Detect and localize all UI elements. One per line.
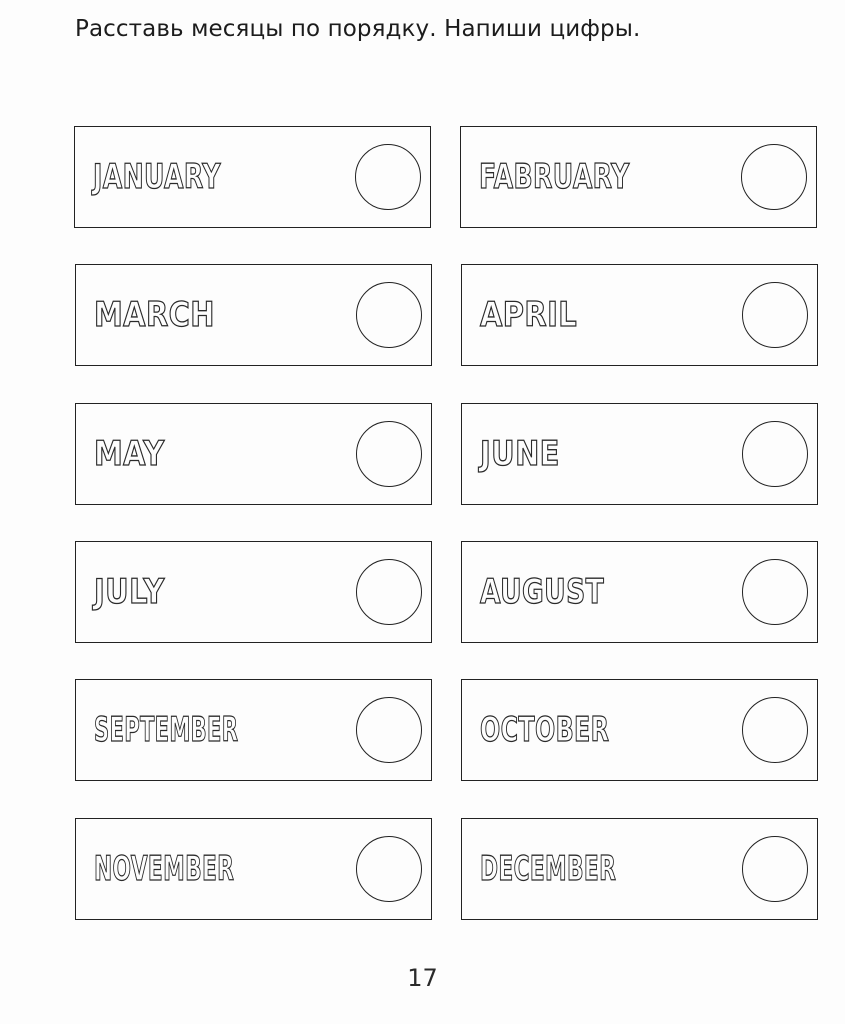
month-card-september	[75, 679, 432, 781]
month-label-december: DECEMBER	[480, 849, 617, 889]
month-label-october: OCTOBER	[480, 710, 610, 750]
month-label-august: AUGUST	[480, 572, 605, 612]
month-card-march	[75, 264, 432, 366]
answer-circle-march[interactable]	[356, 282, 422, 348]
month-card-october	[461, 679, 818, 781]
month-label-march: MARCH	[94, 295, 215, 335]
month-label-november: NOVEMBER	[94, 849, 235, 889]
month-card-april	[461, 264, 818, 366]
answer-circle-august[interactable]	[742, 559, 808, 625]
month-card-december	[461, 818, 818, 920]
month-card-may	[75, 403, 432, 505]
month-card-june	[461, 403, 818, 505]
answer-circle-october[interactable]	[742, 697, 808, 763]
month-card-january	[74, 126, 431, 228]
answer-circle-january[interactable]	[355, 144, 421, 210]
page-number: 17	[407, 964, 438, 992]
month-label-june: JUNE	[480, 434, 560, 474]
month-label-may: MAY	[94, 434, 165, 474]
month-label-january: JANUARY	[93, 157, 221, 197]
answer-circle-april[interactable]	[742, 282, 808, 348]
month-label-september: SEPTEMBER	[94, 710, 239, 750]
answer-circle-december[interactable]	[742, 836, 808, 902]
month-label-july: JULY	[94, 572, 165, 612]
answer-circle-february[interactable]	[741, 144, 807, 210]
answer-circle-may[interactable]	[356, 421, 422, 487]
answer-circle-september[interactable]	[356, 697, 422, 763]
month-label-april: APRIL	[480, 295, 578, 335]
answer-circle-july[interactable]	[356, 559, 422, 625]
instruction-text: Расставь месяцы по порядку. Напиши цифры.	[75, 16, 641, 42]
month-card-august	[461, 541, 818, 643]
answer-circle-june[interactable]	[742, 421, 808, 487]
month-card-november	[75, 818, 432, 920]
month-card-february	[460, 126, 817, 228]
month-card-july	[75, 541, 432, 643]
answer-circle-november[interactable]	[356, 836, 422, 902]
month-label-february: FABRUARY	[479, 157, 630, 197]
